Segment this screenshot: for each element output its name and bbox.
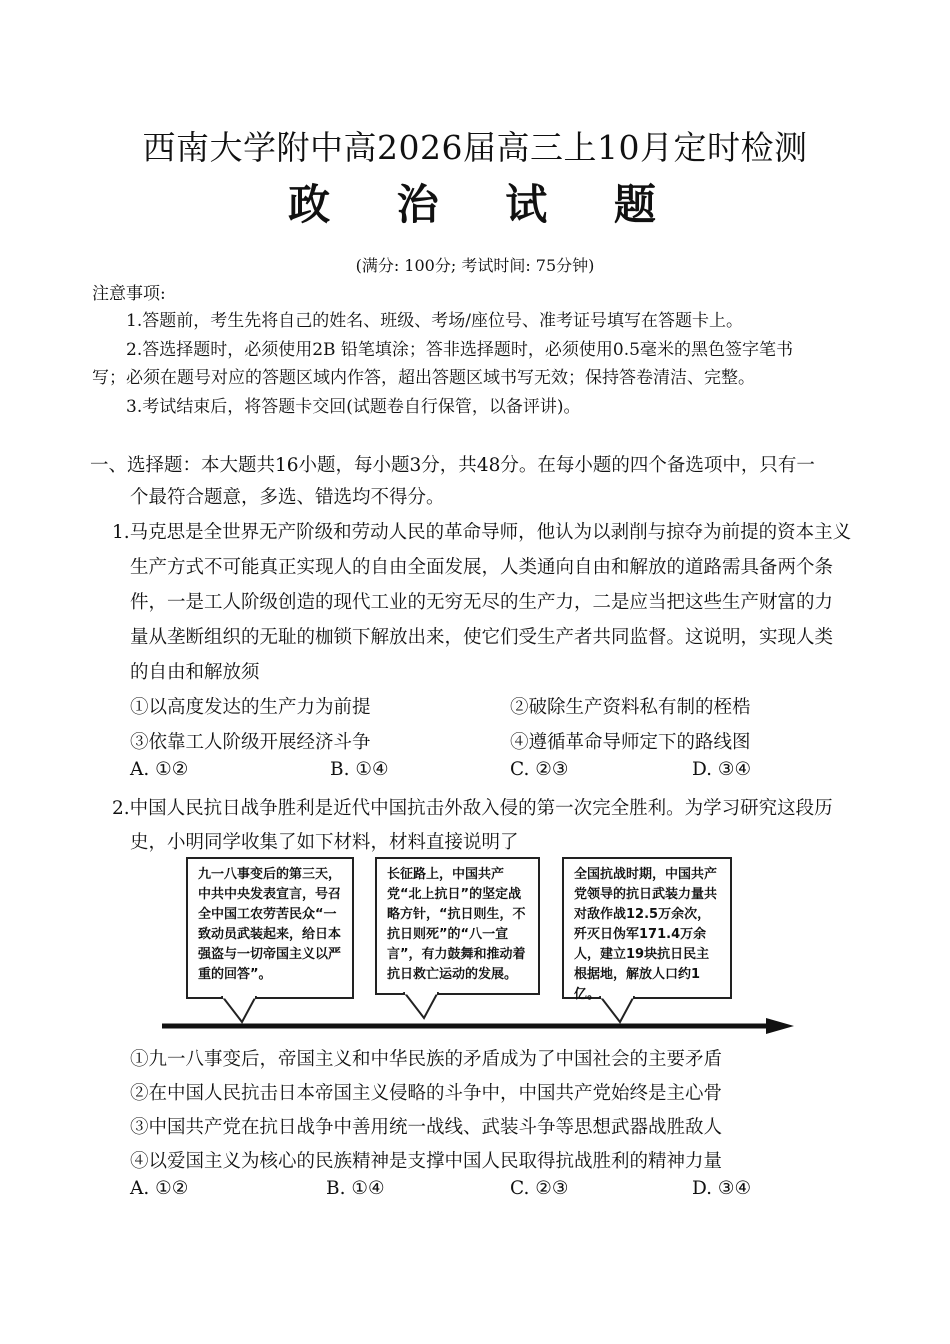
q1-stem-line: 件，一是工人阶级创造的现代工业的无穷无尽的生产力，二是应当把这些生产财富的力 [130, 592, 834, 613]
q2-option-a[interactable]: A. ①② [130, 1178, 189, 1199]
q2-stem-line-2: 史，小明同学收集了如下材料，材料直接说明了 [130, 832, 519, 853]
timeline-arrow [160, 1016, 800, 1036]
q1-option-a[interactable]: A. ①② [130, 759, 189, 780]
material-bubble-2: 长征路上，中国共产党“北上抗日”的坚定战略方针，“抗日则生，不抗日则死”的“八一宣言”，有力鼓舞和推动着抗日救亡运动的发展。 [375, 857, 540, 995]
q2-option-d[interactable]: D. ③④ [692, 1178, 752, 1199]
note-item-1: 1.答题前，考生先将自己的姓名、班级、考场/座位号、准考证号填写在答题卡上。 [126, 311, 743, 331]
q1-option-d[interactable]: D. ③④ [692, 759, 752, 780]
exam-info: (满分: 100分; 考试时间: 75分钟) [355, 256, 595, 275]
q2-option-b[interactable]: B. ①④ [326, 1178, 385, 1199]
q2-option-c[interactable]: C. ②③ [510, 1178, 569, 1199]
q2-stem-line-1: 2.中国人民抗日战争胜利是近代中国抗击外敌入侵的第一次完全胜利。为学习研究这段历 [112, 798, 833, 819]
q1-stem-line: 的自由和解放须 [130, 662, 260, 683]
q2-statement-1: ①九一八事变后，帝国主义和中华民族的矛盾成为了中国社会的主要矛盾 [130, 1049, 723, 1070]
material-bubble-1: 九一八事变后的第三天，中共中央发表宣言，号召全中国工农劳苦民众“一致动员武装起来，给日本强盗与一切帝国主义以严重的回答”。 [186, 857, 354, 999]
q1-statement-3: ③依靠工人阶级开展经济斗争 [130, 732, 371, 753]
material-bubble-3: 全国抗战时期，中国共产党领导的抗日武装力量共对敌作战12.5万余次，歼灭日伪军171.4万余人，建立19块抗日民主根据地，解放人口约1亿。 [562, 857, 732, 999]
section-heading-line-1: 一、选择题：本大题共16小题，每小题3分，共48分。在每小题的四个备选项中，只有一 [90, 455, 815, 476]
note-item-2-line-1: 2.答选择题时，必须使用2B 铅笔填涂；答非选择题时，必须使用0.5毫米的黑色签字笔书 [126, 340, 793, 360]
q1-statement-1: ①以高度发达的生产力为前提 [130, 697, 371, 718]
note-item-3: 3.考试结束后，将答题卡交回(试题卷自行保管，以备评讲)。 [126, 397, 581, 417]
q1-stem-line: 1.马克思是全世界无产阶级和劳动人民的革命导师，他认为以剥削与掠夺为前提的资本主义 [112, 522, 852, 543]
q1-option-c[interactable]: C. ②③ [510, 759, 569, 780]
q1-option-b[interactable]: B. ①④ [330, 759, 389, 780]
q2-statement-3: ③中国共产党在抗日战争中善用统一战线、武装斗争等思想武器战胜敌人 [130, 1117, 723, 1138]
q1-statement-2: ②破除生产资料私有制的桎梏 [510, 697, 751, 718]
q2-statement-4: ④以爱国主义为核心的民族精神是支撑中国人民取得抗战胜利的精神力量 [130, 1151, 723, 1172]
q2-statement-2: ②在中国人民抗击日本帝国主义侵略的斗争中，中国共产党始终是主心骨 [130, 1083, 723, 1104]
school-exam-title: 西南大学附中高2026届高三上10月定时检测 [142, 128, 808, 167]
notes-heading: 注意事项: [92, 284, 166, 304]
q1-statement-4: ④遵循革命导师定下的路线图 [510, 732, 751, 753]
q1-stem-line: 生产方式不可能真正实现人的自由全面发展，人类通向自由和解放的道路需具备两个条 [130, 557, 834, 578]
note-item-2-line-2: 写；必须在题号对应的答题区域内作答，超出答题区域书写无效；保持答卷清洁、完整。 [92, 368, 755, 388]
q1-stem-line: 量从垄断组织的无耻的枷锁下解放出来，使它们受生产者共同监督。这说明，实现人类 [130, 627, 834, 648]
section-heading-line-2: 个最符合题意，多选、错选均不得分。 [130, 487, 445, 508]
subject-title: 政 治 试 题 [288, 180, 682, 229]
